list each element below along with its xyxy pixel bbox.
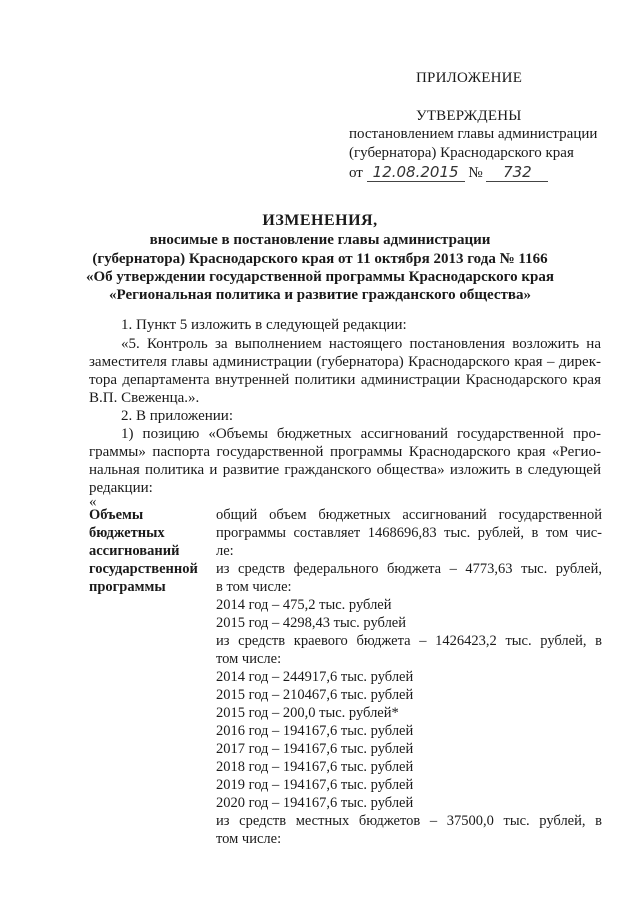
regional-year: 2018 год – 194167,6 тыс. рублей: [216, 759, 414, 775]
approval-line-1: постановлением главы администрации: [349, 126, 598, 142]
label-line: бюджетных: [89, 525, 165, 541]
paragraph-4-line-2: граммы» паспорта государственной программы Краснодарского края «Регио-: [89, 444, 601, 460]
title-line-3: «Об утверждении государственной программы Краснодарского края: [86, 269, 554, 285]
local-line-1: из средств местных бюджетов – 37500,0 тыс. рублей, в: [216, 813, 602, 829]
attachment-label: ПРИЛОЖЕНИЕ: [416, 70, 523, 86]
paragraph-2-line-1: «5. Контроль за выполнением настоящего постановления возложить на: [121, 336, 601, 352]
regional-line-1: из средств краевого бюджета – 1426423,2 тыс. рублей, в: [216, 633, 602, 649]
regional-year: 2017 год – 194167,6 тыс. рублей: [216, 741, 414, 757]
paragraph-3: 2. В приложении:: [121, 408, 233, 424]
from-label: от: [349, 165, 363, 181]
regional-year: 2015 год – 210467,6 тыс. рублей: [216, 687, 414, 703]
budget-position-label: [89, 506, 209, 596]
paragraph-4-line-4: редакции:: [89, 480, 153, 496]
number-label: №: [468, 165, 483, 181]
regional-year: 2014 год – 244917,6 тыс. рублей: [216, 669, 414, 685]
paragraph-1: 1. Пункт 5 изложить в следующей редакции:: [121, 317, 407, 333]
paragraph-2-line-4: В.П. Свеженца.».: [89, 390, 200, 406]
total-line-1: общий объем бюджетных ассигнований государственной: [216, 507, 602, 523]
open-quote: «: [89, 494, 97, 510]
regional-year: 2019 год – 194167,6 тыс. рублей: [216, 777, 414, 793]
approval-date-line: [349, 163, 548, 182]
decree-date: 12.08.2015: [367, 163, 465, 182]
federal-year-2015: 2015 год – 4298,43 тыс. рублей: [216, 615, 407, 631]
label-line: государственной: [89, 561, 198, 577]
decree-number: 732: [486, 163, 548, 182]
paragraph-4-line-3: нальная политика и развитие гражданского общества» изложить в следующей: [89, 462, 601, 478]
regional-year: 2020 год – 194167,6 тыс. рублей: [216, 795, 414, 811]
regional-year: 2016 год – 194167,6 тыс. рублей: [216, 723, 414, 739]
paragraph-2-line-2: заместителя главы администрации (губернатора) Краснодарского края – дирек-: [89, 354, 601, 370]
title-line-1: вносимые в постановление главы администрации: [149, 232, 491, 248]
regional-line-2: том числе:: [216, 651, 282, 667]
label-line: ассигнований: [89, 543, 180, 559]
label-line: Объемы: [89, 507, 144, 523]
approved-label: УТВЕРЖДЕНЫ: [416, 108, 522, 124]
budget-position-content: [216, 506, 602, 848]
federal-line-1: из средств федерального бюджета – 4773,63 тыс. рублей,: [216, 561, 602, 577]
label-line: программы: [89, 579, 166, 595]
approval-line-2: (губернатора) Краснодарского края: [349, 145, 574, 161]
total-line-3: ле:: [216, 543, 234, 559]
title-line-4: «Региональная политика и развитие гражданского общества»: [109, 287, 531, 303]
title-line-2: (губернатора) Краснодарского края от 11 октября 2013 года № 1166: [92, 251, 548, 267]
regional-year: 2015 год – 200,0 тыс. рублей*: [216, 705, 399, 721]
paragraph-4-line-1: 1) позицию «Объемы бюджетных ассигнований государственной про-: [121, 426, 601, 442]
federal-year-2014: 2014 год – 475,2 тыс. рублей: [216, 597, 392, 613]
total-line-2: программы составляет 1468696,83 тыс. рублей, в том чис-: [216, 525, 602, 541]
paragraph-2-line-3: тора департамента внутренней политики администрации Краснодарского края: [89, 372, 601, 388]
local-line-2: том числе:: [216, 831, 282, 847]
federal-line-2: в том числе:: [216, 579, 292, 595]
document-heading: ИЗМЕНЕНИЯ,: [262, 212, 378, 229]
